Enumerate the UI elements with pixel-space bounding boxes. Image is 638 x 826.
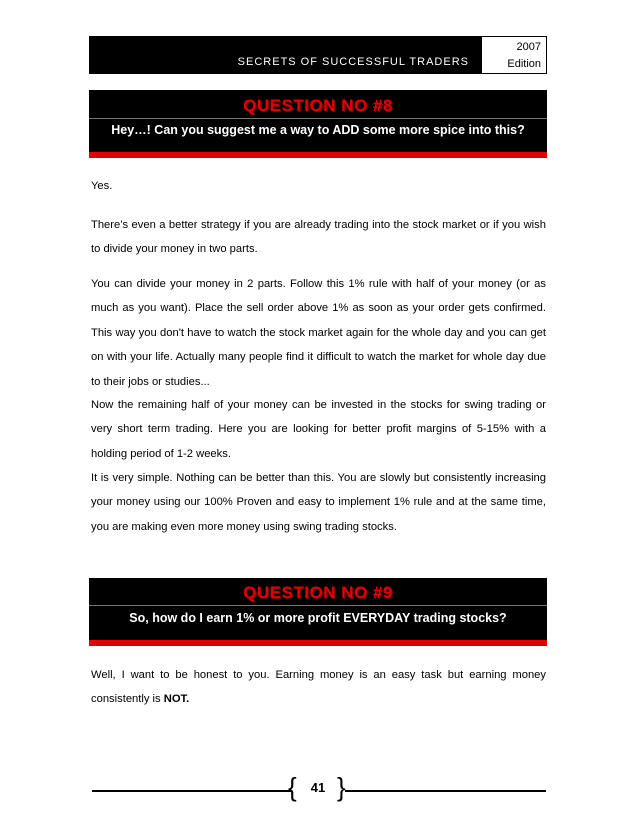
header-edition-box	[481, 36, 547, 74]
question-9-title: QUESTION NO #9	[243, 583, 393, 602]
footer-rule-left	[92, 790, 292, 792]
question-9-divider	[89, 605, 547, 606]
question-9-text: So, how do I earn 1% or more profit EVERYDAY trading stocks?	[129, 611, 507, 625]
question-8-red-bar	[89, 152, 547, 158]
footer-rule-right	[345, 790, 546, 792]
header-edition: Edition	[507, 58, 541, 70]
question-8-box	[89, 90, 547, 158]
question-8-divider	[89, 118, 547, 119]
footer-brace-left: {	[288, 772, 297, 802]
page-header	[89, 36, 547, 74]
paragraph-yes: Yes.	[91, 180, 113, 192]
paragraph-very-simple: It is very simple. Nothing can be better than this. You are slowly but consistently increasing your money using our 100% Proven and easy to implement 1% rule and at the same time, you are making even more money using swing trading stocks.	[91, 472, 546, 533]
question-8-text: Hey…! Can you suggest me a way to ADD some more spice into this?	[111, 123, 525, 137]
paragraph-answer-9	[91, 663, 546, 712]
header-year: 2007	[516, 41, 541, 53]
header-title-bar	[89, 36, 481, 74]
paragraph-divide-money: You can divide your money in 2 parts. Follow this 1% rule with half of your money (or as much as you want). Place the sell order above 1% as soon as your order gets confirmed. This way you don't have to watch the stock market again for the whole day and you can get on with your life. Actually many people find it difficult to watch the market for whole day due to their jobs or studies...	[91, 278, 546, 388]
paragraph-strategy: There’s even a better strategy if you are already trading into the stock market or if you wish to divide your money in two parts.	[91, 219, 546, 256]
header-title: SECRETS OF SUCCESSFUL TRADERS	[237, 56, 469, 68]
question-9-red-bar	[89, 640, 547, 646]
paragraph-remaining-half: Now the remaining half of your money can be invested in the stocks for swing trading or very short term trading. Here you are looking for better profit margins of 5-15% with a holding period of 1-2 weeks.	[91, 399, 546, 460]
footer-brace-right: }	[337, 772, 346, 802]
page-number: 41	[310, 780, 326, 795]
answer-9-text: Well, I want to be honest to you. Earning money is an easy task but earning money consistently is	[91, 669, 546, 706]
question-8-title: QUESTION NO #8	[243, 96, 393, 115]
answer-9-emphasis: NOT.	[163, 693, 190, 706]
question-9-box	[89, 578, 547, 646]
